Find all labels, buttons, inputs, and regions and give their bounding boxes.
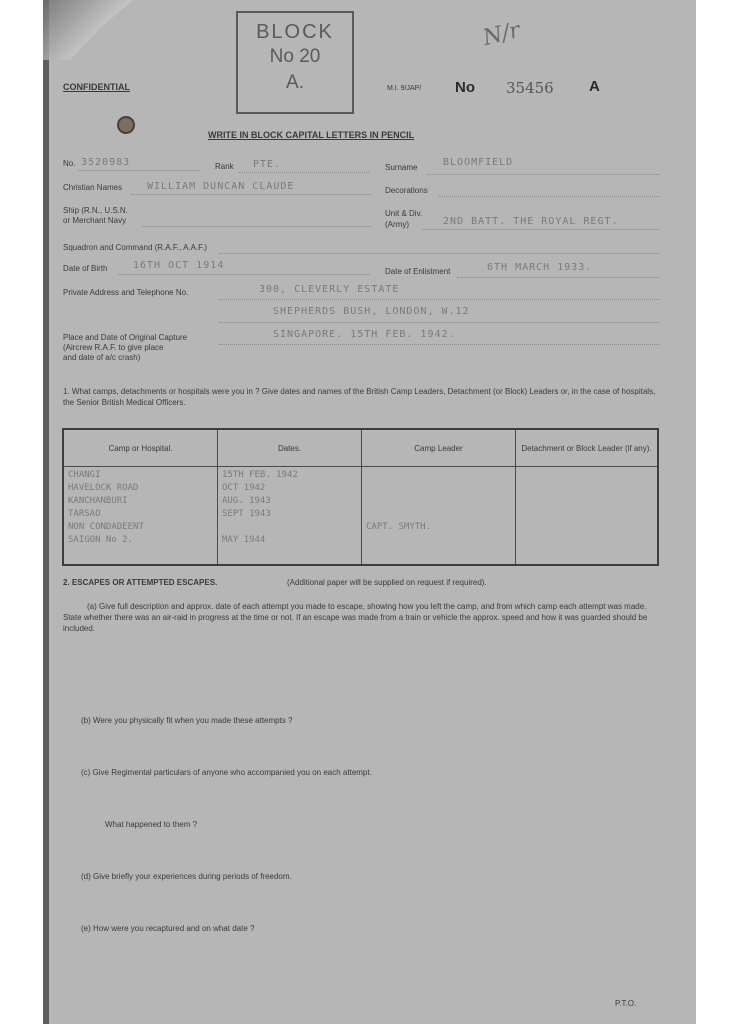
camp-entry: KANCHANBURI (68, 496, 128, 506)
capture-label-2: (Aircrew R.A.F. to give place (63, 343, 164, 352)
page-edge-shadow (43, 0, 49, 1024)
address-line-1 (219, 299, 659, 300)
camp-entry: TARSAO (68, 509, 101, 519)
date-entry: AUG. 1943 (222, 496, 271, 506)
camp-leader-cell (362, 467, 516, 566)
camp-entry: HAVELOCK ROAD (68, 483, 139, 493)
question-1-text: 1. What camps, detachments or hospitals were you in ? Give dates and names of the British Camp Leaders, Detachment (or Block) Leaders or, in the case of hospitals, the Senior British Medical Officers. (63, 387, 656, 407)
enlistment-line (457, 277, 659, 278)
date-entry: MAY 1944 (222, 535, 266, 545)
unit-label-2: (Army) (385, 220, 409, 229)
rank-label: Rank (215, 162, 234, 171)
capture-value: SINGAPORE. 15TH FEB. 1942. (273, 329, 456, 340)
service-number-value: 3520983 (81, 157, 131, 168)
capture-line (219, 344, 659, 345)
date-of-birth-value: 16TH OCT 1914 (133, 260, 225, 271)
rank-value: PTE. (253, 159, 282, 170)
address-value-2: SHEPHERDS BUSH, LONDON, W.12 (273, 306, 470, 317)
date-entry: OCT 1942 (222, 483, 266, 493)
question-2-note: (Additional paper will be supplied on request if required). (287, 578, 487, 587)
handwritten-initials: N/r (480, 17, 523, 52)
unit-value: 2ND BATT. THE ROYAL REGT. (443, 216, 619, 227)
header-dates: Dates. (218, 429, 362, 467)
block-stamp-line1: BLOCK (256, 21, 334, 43)
date-entry: 15TH FEB. 1942 (222, 470, 298, 480)
block-stamp-box (236, 11, 354, 114)
address-line-2 (219, 322, 659, 323)
decorations-line (439, 196, 659, 197)
squadron-label: Squadron and Command (R.A.F., A.A.F.) (63, 243, 208, 252)
capture-label-1: Place and Date of Original Capture (63, 333, 188, 342)
camp-leader-spacer (366, 469, 511, 521)
camp-entry: SAIGON No 2. (68, 535, 134, 545)
number-label: No (455, 79, 475, 96)
header-camp-leader: Camp Leader (362, 429, 516, 467)
date-of-birth-line (119, 274, 369, 275)
camps-table-header-row (63, 429, 658, 467)
christian-names-value: WILLIAM DUNCAN CLAUDE (147, 181, 295, 192)
rank-line (239, 172, 369, 173)
surname-line (427, 174, 659, 175)
block-capitals-instruction: WRITE IN BLOCK CAPITAL LETTERS IN PENCIL (208, 130, 415, 140)
header-detachment-leader: Detachment or Block Leader (if any). (516, 429, 659, 467)
enlistment-label: Date of Enlistment (385, 267, 451, 276)
surname-value: BLOOMFIELD (443, 157, 514, 168)
date-entry: SEPT 1943 (222, 509, 271, 519)
block-stamp-line2: No 20 (269, 46, 321, 67)
ship-line (143, 226, 371, 227)
enlistment-value: 6TH MARCH 1933. (487, 262, 593, 273)
camp-leader-value: CAPT. SMYTH. (366, 522, 432, 532)
unit-line (423, 229, 659, 230)
camp-list-cell (63, 467, 218, 566)
date-entry (222, 521, 357, 534)
please-turn-over: P.T.O. (615, 999, 637, 1008)
detachment-leader-cell (516, 467, 659, 566)
dates-list-cell (218, 467, 362, 566)
camp-entry: NON CONDADEENT (68, 522, 144, 532)
squadron-line (219, 253, 659, 254)
christian-names-line (131, 194, 371, 195)
treasury-tag (43, 0, 133, 60)
form-number-suffix: A (589, 78, 600, 95)
question-2e: (e) How were you recaptured and on what date ? (81, 924, 255, 933)
confidential-label: CONFIDENTIAL (63, 82, 130, 92)
address-label: Private Address and Telephone No. (63, 288, 189, 297)
form-reference: M.I. 9/JAP/ (387, 85, 422, 92)
capture-label-3: and date of a/c crash) (63, 353, 141, 362)
service-number-label: No. (63, 159, 76, 168)
form-number: 35456 (506, 79, 554, 97)
question-2c: (c) Give Regimental particulars of anyone who accompanied you on each attempt. (81, 768, 372, 777)
camps-table-body-row (63, 467, 658, 566)
decorations-label: Decorations (385, 186, 428, 195)
question-2a: (a) Give full description and approx. date of each attempt you made to escape, showing how you left the camp, and from which camp each attempt was made. State whether there was an air-raid in progress at the time or not. If an escape was made from a train or vehicle the approx. speed and how it was guarded should be included. (63, 602, 648, 633)
question-2b: (b) Were you physically fit when you made these attempts ? (81, 716, 293, 725)
question-2-title: 2. ESCAPES OR ATTEMPTED ESCAPES. (63, 578, 218, 587)
surname-label: Surname (385, 163, 418, 172)
question-2d: (d) Give briefly your experiences during periods of freedom. (81, 872, 292, 881)
christian-names-label: Christian Names (63, 183, 123, 192)
date-of-birth-label: Date of Birth (63, 264, 108, 273)
service-number-line (79, 170, 199, 171)
unit-label-1: Unit & Div. (385, 209, 423, 218)
punch-hole (117, 116, 135, 134)
address-value-1: 300, CLEVERLY ESTATE (259, 284, 400, 295)
block-stamp-line3: A. (286, 72, 304, 93)
ship-label-1: Ship (R.N., U.S.N. (63, 206, 128, 215)
question-2c-followup: What happened to them ? (105, 820, 198, 829)
form-page (43, 0, 696, 1024)
header-camp: Camp or Hospital. (63, 429, 218, 467)
camp-entry: CHANGI (68, 470, 101, 480)
ship-label-2: or Merchant Navy (63, 216, 127, 225)
camps-table (62, 428, 659, 566)
